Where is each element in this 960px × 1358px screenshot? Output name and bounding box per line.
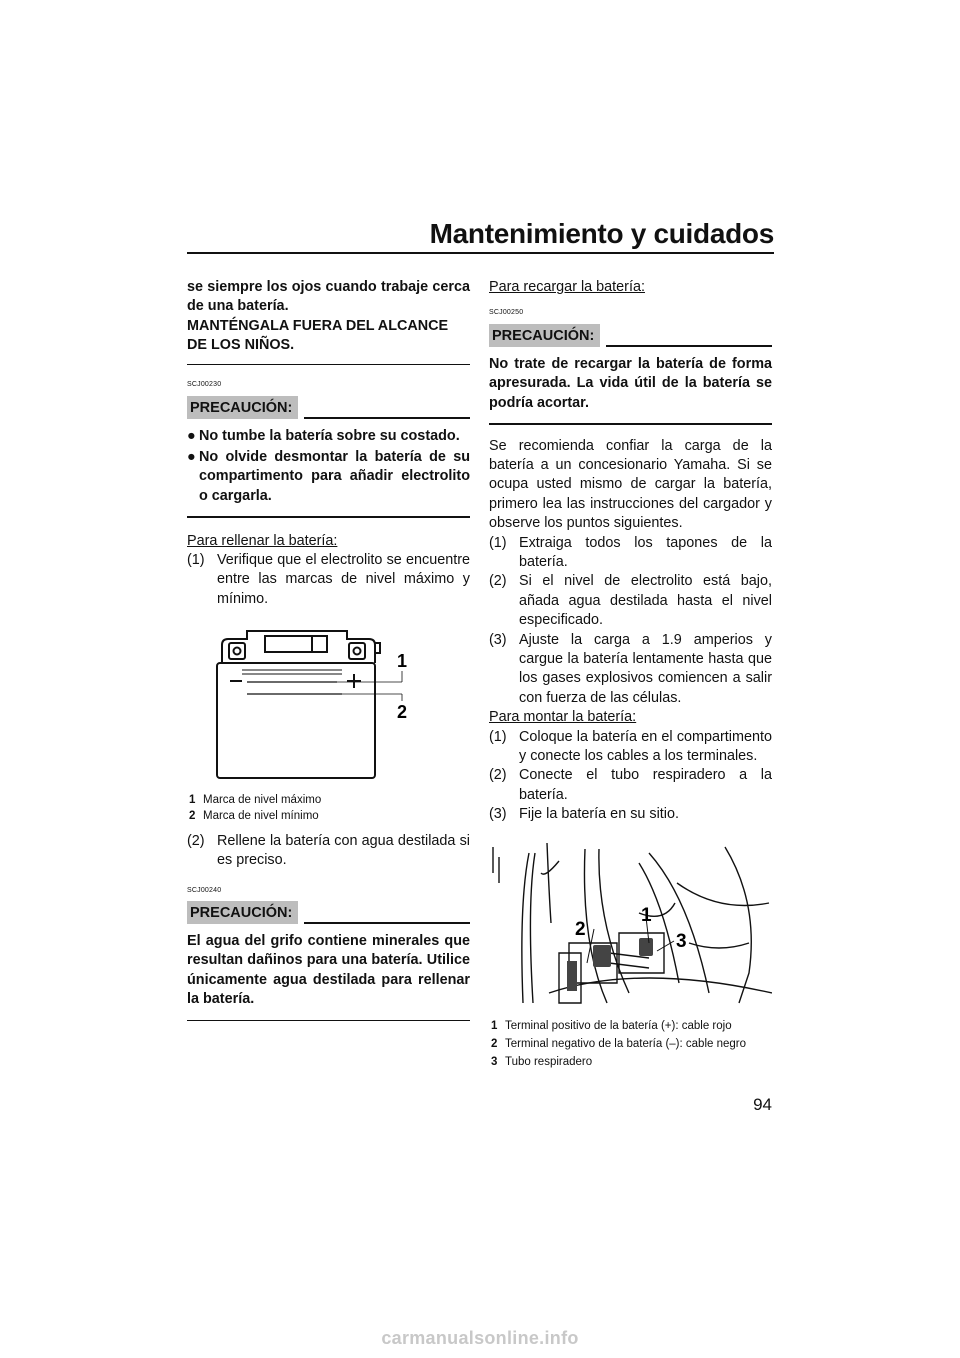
caution-body: No trate de recargar la batería de forma apresurada. La vida útil de la batería se podría acortar. [489, 355, 772, 411]
battery-compartment-illustration [489, 843, 772, 1008]
header-rule [187, 252, 774, 254]
charge-intro: Se recomienda confiar la carga de la batería a un concesionario Yamaha. Si se ocupa usted mismo de cargar la batería, primero lea las instrucciones del cargador y observe los puntos siguientes. [489, 437, 772, 532]
mount-step [489, 766, 772, 805]
right-column [489, 278, 772, 1076]
caution-badge: PRECAUCIÓN: [187, 901, 298, 924]
caution-header [489, 324, 772, 347]
step-number: (3) [489, 806, 507, 823]
caution-badge: PRECAUCIÓN: [187, 396, 298, 419]
caution-code: SCJ00240 [187, 886, 222, 894]
battery-terminal-figure [489, 843, 772, 1070]
legend-item [489, 1018, 772, 1034]
fill-step [187, 551, 470, 609]
step-text: Conecte el tubo respiradero a la batería. [519, 767, 772, 803]
caution-bullet [187, 448, 470, 506]
battery-illustration [187, 621, 470, 781]
legend-number: 2 [491, 1038, 498, 1051]
mount-step [489, 805, 772, 824]
caution-code: SCJ00230 [187, 381, 222, 389]
caution-rule [304, 922, 470, 924]
fill-step [187, 832, 470, 871]
caution-code: SCJ00250 [489, 309, 524, 317]
warning-end-rule [187, 364, 470, 366]
legend-text: Terminal positivo de la batería (+): cable rojo [505, 1020, 732, 1033]
step-number: (2) [489, 767, 507, 784]
legend-text: Marca de nivel máximo [203, 793, 322, 806]
bullet-icon: ● [187, 427, 196, 444]
bullet-icon: ● [187, 448, 196, 465]
caution-badge: PRECAUCIÓN: [489, 324, 600, 347]
page-number: 94 [753, 1095, 772, 1114]
caution-rule [606, 345, 772, 347]
warning-continuation: se siempre los ojos cuando trabaje cerca de una batería. [187, 279, 470, 315]
step-text: Rellene la batería con agua destilada si es preciso. [217, 832, 470, 869]
fill-heading: Para rellenar la batería: [187, 532, 338, 549]
legend-item [187, 792, 470, 808]
left-column [187, 278, 470, 1021]
legend-item [489, 1036, 772, 1052]
legend-item [489, 1054, 772, 1070]
legend-number: 2 [189, 809, 196, 822]
caution-end-rule [489, 423, 772, 425]
bullet-text: No olvide desmontar la batería de su compartimento para añadir electrolito o cargarla. [199, 448, 470, 504]
caution-box-1 [187, 375, 470, 518]
page-title: Mantenimiento y cuidados [429, 218, 774, 249]
charge-step [489, 572, 772, 630]
step-text: Si el nivel de electrolito está bajo, añada agua destilada hasta el nivel especificado. [519, 573, 772, 629]
caution-box-3 [489, 303, 772, 424]
bullet-text: No tumbe la batería sobre su costado. [199, 427, 460, 444]
step-text: Verifique que el electrolito se encuentre entre las marcas de nivel máximo y mínimo. [217, 552, 470, 607]
legend-number: 1 [189, 793, 196, 806]
mount-heading: Para montar la batería: [489, 709, 637, 726]
callout-2: 2 [397, 702, 408, 723]
step-text: Coloque la batería en el compartimento y conecte los cables a los terminales. [519, 728, 772, 765]
caution-end-rule [187, 1020, 470, 1022]
callout-2: 2 [575, 918, 586, 940]
mount-step [489, 728, 772, 767]
caution-body [187, 427, 470, 507]
figure-legend [489, 1018, 772, 1070]
step-number: (3) [489, 631, 507, 648]
caution-body: El agua del grifo contiene minerales que resultan dañinos para una batería. Utilice únicamente agua destilada para rellenar la batería. [187, 932, 470, 1008]
callout-1: 1 [641, 904, 652, 926]
caution-header [187, 901, 470, 924]
step-text: Fije la batería en su sitio. [519, 806, 679, 823]
legend-number: 3 [491, 1056, 498, 1069]
watermark: carmanualsonline.info [381, 1328, 579, 1348]
battery-level-figure [187, 621, 470, 823]
legend-text: Marca de nivel mínimo [203, 809, 319, 822]
step-number: (2) [489, 573, 507, 590]
charge-heading: Para recargar la batería: [489, 279, 645, 295]
caution-box-2 [187, 881, 470, 1022]
step-number: (1) [187, 552, 205, 569]
charge-step [489, 631, 772, 709]
caution-header [187, 396, 470, 419]
step-text: Ajuste la carga a 1.9 amperios y cargue la batería lentamente hasta que los gases explosivos comiencen a salir con fuerza de las células. [519, 631, 772, 706]
legend-item [187, 808, 470, 824]
legend-text: Terminal negativo de la batería (–): cable negro [505, 1038, 747, 1051]
step-number: (1) [489, 728, 507, 745]
caution-bullet [187, 427, 470, 446]
step-text: Extraiga todos los tapones de la batería. [519, 534, 772, 570]
callout-1: 1 [397, 651, 408, 672]
legend-number: 1 [491, 1020, 498, 1033]
caution-rule [304, 417, 470, 419]
charge-step [489, 534, 772, 573]
step-number: (1) [489, 534, 507, 551]
callout-3: 3 [676, 930, 687, 952]
caution-end-rule [187, 516, 470, 518]
figure-legend [187, 792, 470, 824]
step-number: (2) [187, 832, 205, 849]
legend-text: Tubo respiradero [505, 1056, 593, 1069]
warning-caps: MANTÉNGALA FUERA DEL ALCANCE DE LOS NIÑOS. [187, 317, 449, 354]
